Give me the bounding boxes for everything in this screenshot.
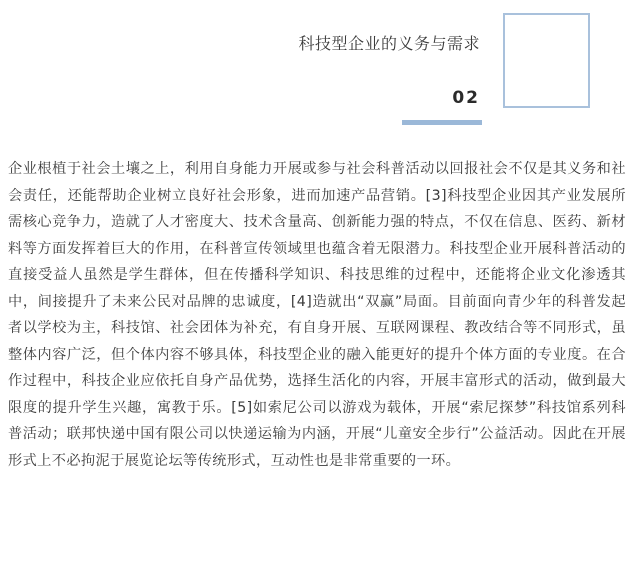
accent-bar xyxy=(402,120,482,125)
decorative-frame xyxy=(503,13,590,108)
article-paragraph: 企业根植于社会土壤之上，利用自身能力开展或参与社会科普活动以回报社会不仅是其义务和社会责任，还能帮助企业树立良好社会形象，进而加速产品营销。[3]科技型企业因其产业发展所需核心竞争力，造就了人才密度大、技术含量高、创新能力强的特点，不仅在信息、医药、新材料等方面发挥着巨大的作用，在科普宣传领域里也蕴含着无限潜力。科技型企业开展科普活动的直接受益人虽然是学生群体，但在传播科学知识、科技思维的过程中，还能将企业文化渗透其中，间接提升了未来公民对品牌的忠诚度，[4]造就出“双赢”局面。目前面向青少年的科普发起者以学校为主，科技馆、社会团体为补充，有自身开展、互联网课程、教改结合等不同形式，虽整体内容广泛，但个体内容不够具体，科技型企业的融入能更好的提升个体方面的专业度。在合作过程中，科技企业应依托自身产品优势，选择生活化的内容，开展丰富形式的活动，做到最大限度的提升学生兴趣，寓教于乐。[5]如索尼公司以游戏为载体，开展“索尼探梦”科技馆系列科普活动；联邦快递中国有限公司以快递运输为内涵，开展“儿童安全步行”公益活动。因此在开展形式上不必拘泥于展览论坛等传统形式，互动性也是非常重要的一环。 xyxy=(8,161,626,469)
section-header xyxy=(0,0,632,130)
section-number: 02 xyxy=(452,88,480,108)
section-title: 科技型企业的义务与需求 xyxy=(298,34,480,53)
